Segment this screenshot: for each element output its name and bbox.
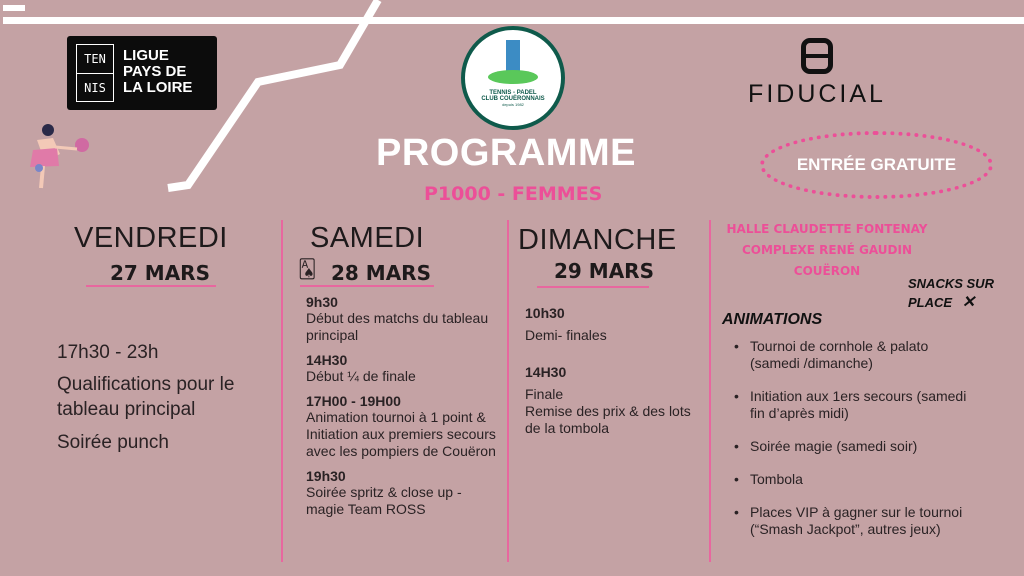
ligue-text-3: LA LOIRE xyxy=(123,79,193,96)
animation-item: • Initiation aux 1ers secours (samedi fin d’après midi) xyxy=(734,388,974,422)
event-time: 19h30 xyxy=(306,468,346,484)
event-text: Animation tournoi à 1 point & Initiation aux premiers secours avec les pompiers de Couëron xyxy=(306,409,496,459)
animation-item: • Places VIP à gagner sur le tournoi (“Smash Jackpot”, autres jeux) xyxy=(734,504,974,538)
event-time: 10h30 xyxy=(525,305,565,321)
venue-line: COUËRON xyxy=(793,264,861,278)
ligue-text-1: LIGUE xyxy=(123,47,169,64)
divider xyxy=(709,220,711,562)
sunday-heading: DIMANCHE xyxy=(518,224,677,256)
saturday-event xyxy=(306,393,501,460)
sunday-event xyxy=(525,305,705,344)
cutlery-icon: ✕ xyxy=(961,294,976,311)
event-time: 14H30 xyxy=(306,352,348,368)
event-time: 14H30 xyxy=(525,364,567,380)
page-title: PROGRAMME xyxy=(376,132,636,174)
venue-line: COMPLEXE RENÉ GAUDIN xyxy=(741,243,913,257)
free-entry-badge xyxy=(760,131,993,199)
friday-heading: VENDREDI xyxy=(74,222,228,254)
sunday-event xyxy=(525,364,705,437)
playing-cards-icon: 🂡 xyxy=(298,259,317,279)
saturday-event xyxy=(306,294,501,344)
event-text: Début ¼ de finale xyxy=(306,368,416,384)
saturday-date: 28 MARS xyxy=(331,261,431,285)
event-time: 17H00 - 19H00 xyxy=(306,393,401,409)
animation-item: • Soirée magie (samedi soir) xyxy=(734,438,974,455)
fiducial-logo xyxy=(732,38,902,109)
saturday-heading: SAMEDI xyxy=(310,222,425,254)
venue-line: HALLE CLAUDETTE FONTENAY xyxy=(726,222,928,236)
sunday-underline xyxy=(537,286,649,288)
friday-time: 17h30 - 23h xyxy=(57,342,159,363)
sunday-date: 29 MARS xyxy=(554,259,654,283)
page-subtitle: P1000 - FEMMES xyxy=(424,183,603,205)
saturday-underline xyxy=(300,285,434,287)
animation-item: • Tournoi de cornhole & palato (samedi /dimanche) xyxy=(734,338,974,372)
event-text: Finale Remise des prix & des lots de la tombola xyxy=(525,386,691,436)
ligue-logo xyxy=(67,36,217,110)
saturday-event xyxy=(306,468,501,518)
event-text: Soirée spritz & close up - magie Team ROSS xyxy=(306,484,462,517)
friday-item: Soirée punch xyxy=(57,432,169,453)
padel-player-illustration xyxy=(25,122,90,192)
club-logo xyxy=(461,26,565,130)
club-logo-line1: TENNIS - PADEL xyxy=(489,90,537,96)
saturday-event xyxy=(306,352,501,385)
friday-date: 27 MARS xyxy=(110,261,210,285)
ligue-text-2: PAYS DE xyxy=(123,63,187,80)
snacks-note xyxy=(908,274,994,312)
friday-underline xyxy=(86,285,216,287)
ligue-mark-top: TEN xyxy=(77,45,113,74)
event-text: Demi- finales xyxy=(525,327,607,343)
animations-title: ANIMATIONS xyxy=(722,311,823,328)
animations-list xyxy=(734,338,974,554)
divider xyxy=(281,220,283,562)
animation-item: • Tombola xyxy=(734,471,974,488)
ligue-mark-bottom: NIS xyxy=(84,81,106,95)
free-entry-text: ENTRÉE GRATUITE xyxy=(796,155,957,174)
divider xyxy=(507,220,509,562)
event-time: 9h30 xyxy=(306,294,338,310)
snacks-line: SNACKS SUR xyxy=(908,276,994,291)
club-logo-line3: depuis 1982 xyxy=(502,102,524,107)
venue xyxy=(722,219,932,282)
snacks-line: PLACE xyxy=(908,295,953,310)
club-logo-line2: CLUB COUËRONNAIS xyxy=(481,96,545,102)
event-text: Début des matchs du tableau principal xyxy=(306,310,489,343)
friday-item: Qualifications pour le tableau principal xyxy=(57,374,235,420)
fiducial-text: FIDUCIAL xyxy=(748,80,886,108)
